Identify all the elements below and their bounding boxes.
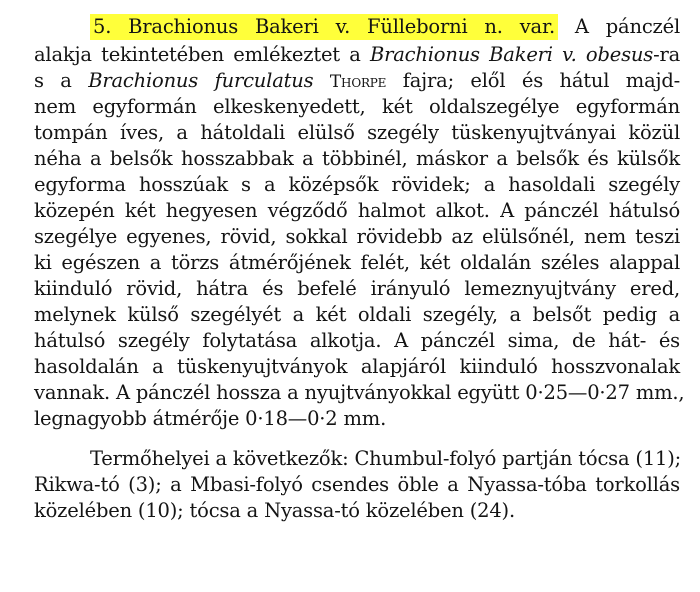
text-segment: s a bbox=[34, 69, 72, 92]
paragraph-line: nem egyformán elkeskenyedett, két oldalszegélye egyformán bbox=[34, 95, 680, 118]
paragraph-line: néha a belsők hosszabbak a többinél, máskor a belsők és külsők bbox=[34, 147, 680, 170]
paragraph-line: hasoldalán a tüskenyujtványok alapjáról kiinduló hosszvonalak bbox=[34, 355, 680, 378]
paragraph-line: közepén két hegyesen végződő halmot alkot. A pánczél hátulsó bbox=[34, 199, 680, 222]
paragraph-line: melynek külső szegélyét a két oldali szegély, a belsőt pedig a bbox=[34, 303, 680, 326]
paragraph-line: Rikwa-tó (3); a Mbasi-folyó csendes öble a Nyassa-tóba torkollás bbox=[34, 473, 680, 496]
text-segment: -ra bbox=[653, 43, 681, 66]
paragraph-line: vannak. A pánczél hossza a nyujtványokkal együtt 0·25—0·27 mm., bbox=[34, 381, 685, 404]
paragraph-line: legnagyobb átmérője 0·18—0·2 mm. bbox=[34, 407, 387, 430]
species-name: Brachionus Bakeri v. obesus bbox=[370, 43, 654, 66]
text-segment: A pánczél bbox=[574, 15, 680, 38]
text-segment: fajra; elől és hátul majd- bbox=[402, 69, 681, 92]
paragraph-line bbox=[90, 14, 680, 40]
author-name: Thorpe bbox=[329, 72, 387, 92]
text-segment: alakja tekintetében emlékeztet a bbox=[34, 43, 361, 66]
species-heading-highlight: 5. Brachionus Bakeri v. Fülleborni n. var. bbox=[90, 14, 558, 40]
paragraph-line bbox=[34, 42, 680, 68]
paragraph-line: Termőhelyei a következők: Chumbul-folyó partján tócsa (11); bbox=[90, 447, 682, 470]
species-name: Brachionus furculatus bbox=[88, 69, 314, 92]
paragraph-line: kiinduló rövid, hátra és befelé irányuló lemeznyujtvány ered, bbox=[34, 277, 680, 300]
paragraph-line: szegélye egyenes, rövid, sokkal rövidebb az elülsőnél, nem teszi bbox=[34, 225, 680, 248]
paragraph-line: tompán íves, a hátoldali elülső szegély tüskenyujtványai közül bbox=[34, 121, 680, 144]
paragraph-line bbox=[34, 68, 680, 95]
paragraph-line: hátulsó szegély folytatása alkotja. A pánczél sima, de hát- és bbox=[34, 329, 680, 352]
paragraph-line: ki egészen a törzs átmérőjének felét, két oldalán széles alappal bbox=[34, 251, 680, 274]
paragraph-line: egyforma hosszúak s a középsők rövidek; a hasoldali szegély bbox=[34, 173, 680, 196]
paragraph-line: közelében (10); tócsa a Nyassa-tó közelében (24). bbox=[34, 499, 515, 522]
